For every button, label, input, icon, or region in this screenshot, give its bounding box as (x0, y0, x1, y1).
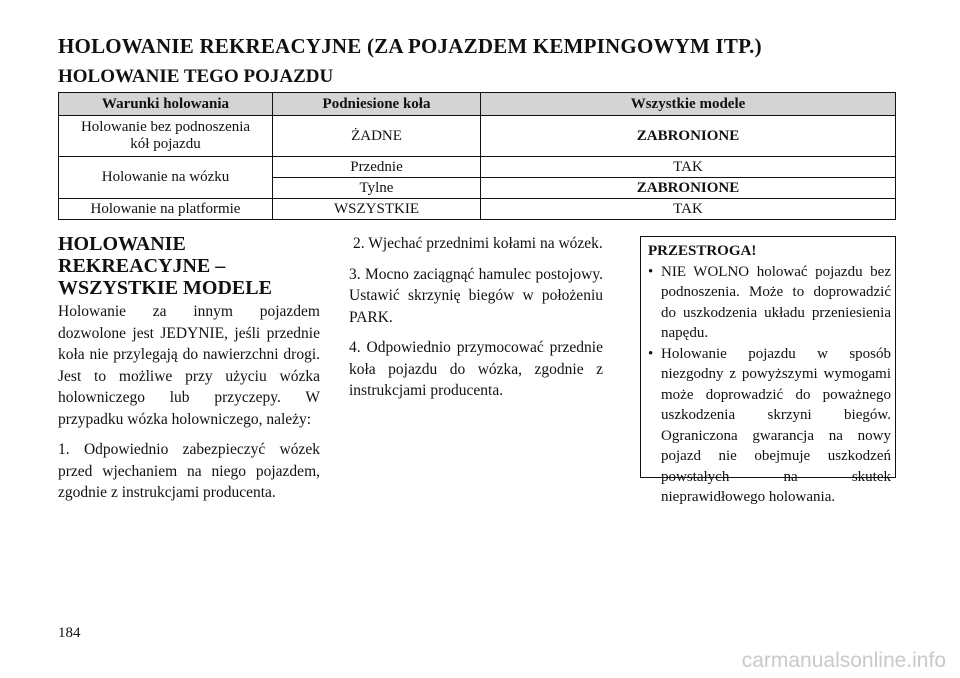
cell-condition: Holowanie na wózku (59, 157, 273, 199)
table-header-row (59, 93, 896, 116)
table-row (59, 199, 896, 220)
step-1: 1. Odpowiednio zabezpieczyć wózek przed wjechaniem na niego pojazdem, zgodnie z instrukcjami producenta. (58, 441, 320, 501)
cell-condition (59, 116, 273, 157)
section-title-line1: HOLOWANIE (58, 233, 186, 255)
cell-models: ZABRONIONE (481, 178, 896, 199)
watermark-footer: carmanualsonline.info (741, 649, 946, 672)
intro-paragraph: Holowanie za innym pojazdem dozwolone jest JEDYNIE, jeśli przednie koła nie przylegają do nawierzchni drogi. Jest to możliwe przy użyciu wózka holowniczego lub przyczepy. W przypadku wózka holowniczego, należy: (58, 303, 320, 428)
warning-list (648, 262, 891, 508)
page-number: 184 (58, 625, 81, 641)
towing-table (58, 92, 896, 220)
warning-item-text: NIE WOLNO holować pojazdu bez podnoszenia. Może to doprowadzić do uszkodzenia układu przeniesienia napędu. (661, 263, 891, 341)
left-column (58, 233, 320, 513)
bullet-icon: • (648, 263, 654, 280)
cell-models: ZABRONIONE (481, 116, 896, 157)
cell-wheels: WSZYSTKIE (273, 199, 481, 220)
warning-title: PRZESTROGA! (648, 243, 757, 259)
warning-item (648, 262, 891, 344)
step-2: 2. Wjechać przednimi kołami na wózek. (353, 235, 603, 252)
warning-item (648, 344, 891, 508)
cell-wheels: ŻADNE (273, 116, 481, 157)
header-models: Wszystkie modele (481, 93, 896, 116)
step-4: 4. Odpowiednio przymocować przednie koła pojazdu do wózka, zgodnie z instrukcjami producenta. (349, 339, 603, 399)
header-wheels: Podniesione koła (273, 93, 481, 116)
cell-models: TAK (481, 157, 896, 178)
cell-condition-line2: kół pojazdu (130, 136, 201, 152)
cell-wheels: Tylne (273, 178, 481, 199)
cell-models: TAK (481, 199, 896, 220)
cell-wheels: Przednie (273, 157, 481, 178)
warning-box (640, 236, 896, 505)
bullet-icon: • (648, 345, 654, 362)
table-row (59, 157, 896, 178)
warning-item-text: Holowanie pojazdu w sposób niezgodny z powyższymi wymogami może doprowadzić do poważnego uszkodzenia skrzyni biegów. Ograniczona gwarancja na nowy pojazd nie obejmuje uszkodzeń powstałych na skutek nieprawidłowego holowania. (661, 345, 891, 505)
cell-condition: Holowanie na platformie (59, 199, 273, 220)
step-3: 3. Mocno zaciągnąć hamulec postojowy. Ustawić skrzynię biegów w położeniu PARK. (349, 265, 603, 326)
page-title: HOLOWANIE REKREACYJNE (ZA POJAZDEM KEMPINGOWYM ITP.) (58, 34, 762, 58)
section-title-line2: REKREACYJNE – (58, 255, 226, 277)
header-conditions: Warunki holowania (59, 93, 273, 116)
middle-column (349, 233, 603, 411)
page-subtitle: HOLOWANIE TEGO POJAZDU (58, 66, 334, 87)
section-title-line3: WSZYSTKIE MODELE (58, 277, 272, 299)
table-row (59, 116, 896, 157)
cell-condition-line1: Holowanie bez podnoszenia (80, 119, 251, 135)
section-title (58, 233, 320, 299)
